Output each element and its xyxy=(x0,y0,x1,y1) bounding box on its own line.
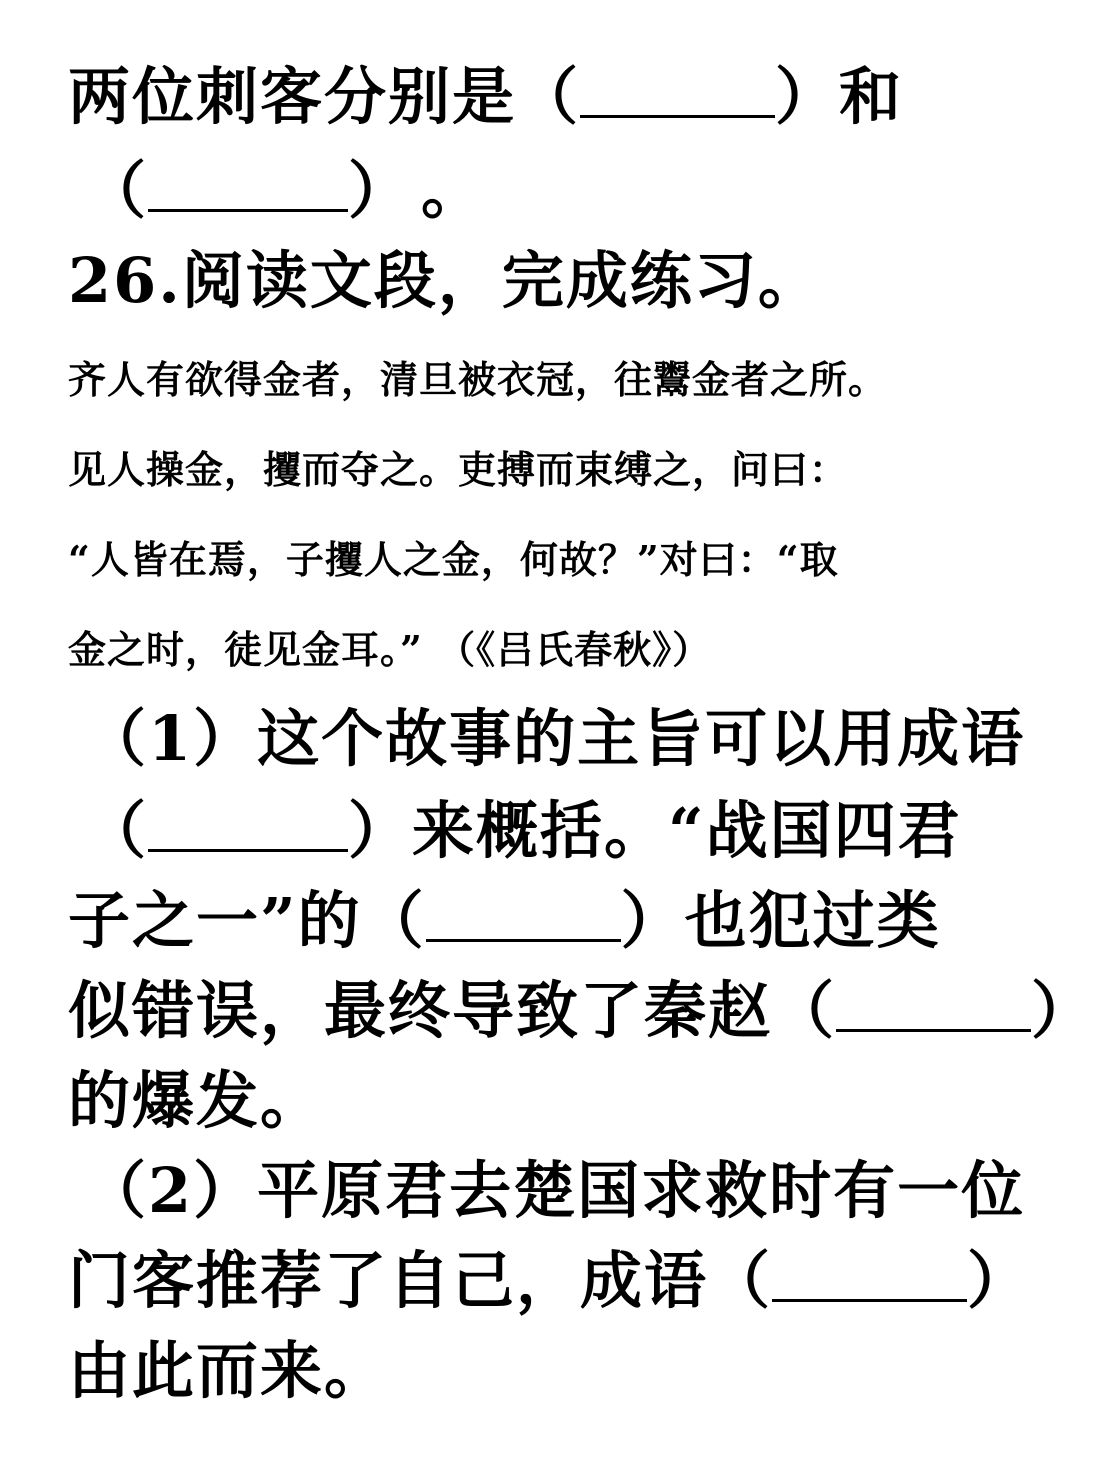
sub1-line-5: 的爆发。 xyxy=(68,1064,325,1137)
passage-line-3: “人皆在焉，子攫人之金，何故？”对曰：“取 xyxy=(68,537,839,582)
sub2-line2-end: ） xyxy=(967,1244,1032,1317)
q25-line2-end: 。 xyxy=(421,154,486,227)
passage-line-4: 金之时，徒见金耳。” （《吕氏春秋》） xyxy=(68,627,712,672)
sub1-line2-open: （ xyxy=(84,794,149,867)
sub1-line3-end: ）也犯过类 xyxy=(620,884,941,957)
answer-blank-assassin-1[interactable] xyxy=(580,67,775,118)
sub2-line-3: 由此而来。 xyxy=(68,1334,389,1407)
answer-blank-idiom-2[interactable] xyxy=(772,1251,967,1302)
q25-line2-open: （ xyxy=(84,154,149,227)
answer-blank-assassin-2[interactable] xyxy=(148,161,348,212)
q25-line-1 xyxy=(68,60,904,133)
sub2-line2-start: 门客推荐了自己，成语（ xyxy=(68,1244,773,1317)
sub1-line4-start: 似错误，最终导致了秦赵（ xyxy=(68,974,837,1047)
sub1-line3-start: 子之一”的（ xyxy=(68,884,426,957)
sub2-line-1: （2）平原君去楚国求救时有一位 xyxy=(84,1154,1026,1227)
sub1-line2-close: ）来概括。“战国四君 xyxy=(348,794,962,867)
sub1-line-1: （1）这个故事的主旨可以用成语 xyxy=(84,702,1026,775)
passage-line-1: 齐人有欲得金者，清旦被衣冠，往鬻金者之所。 xyxy=(68,357,888,402)
q25-line1-text: 两位刺客分别是（ xyxy=(68,60,581,133)
sub2-line-2 xyxy=(68,1244,1032,1317)
sub1-line-3 xyxy=(68,884,941,957)
sub1-line-2 xyxy=(84,794,962,867)
q25-line2-close: ） xyxy=(348,154,382,227)
q25-line1-close: ）和 xyxy=(775,60,904,133)
q25-line-2 xyxy=(84,154,486,227)
passage-line-2: 见人操金，攫而夺之。吏搏而束缚之，问曰： xyxy=(68,447,849,492)
answer-blank-lord[interactable] xyxy=(426,891,621,942)
answer-blank-idiom-1[interactable] xyxy=(148,801,348,852)
sub1-line4-end: ） xyxy=(1031,974,1095,1047)
q26-heading: 26.阅读文段，完成练习。 xyxy=(68,244,822,317)
answer-blank-battle[interactable] xyxy=(836,981,1031,1032)
sub1-line-4 xyxy=(68,974,1095,1047)
